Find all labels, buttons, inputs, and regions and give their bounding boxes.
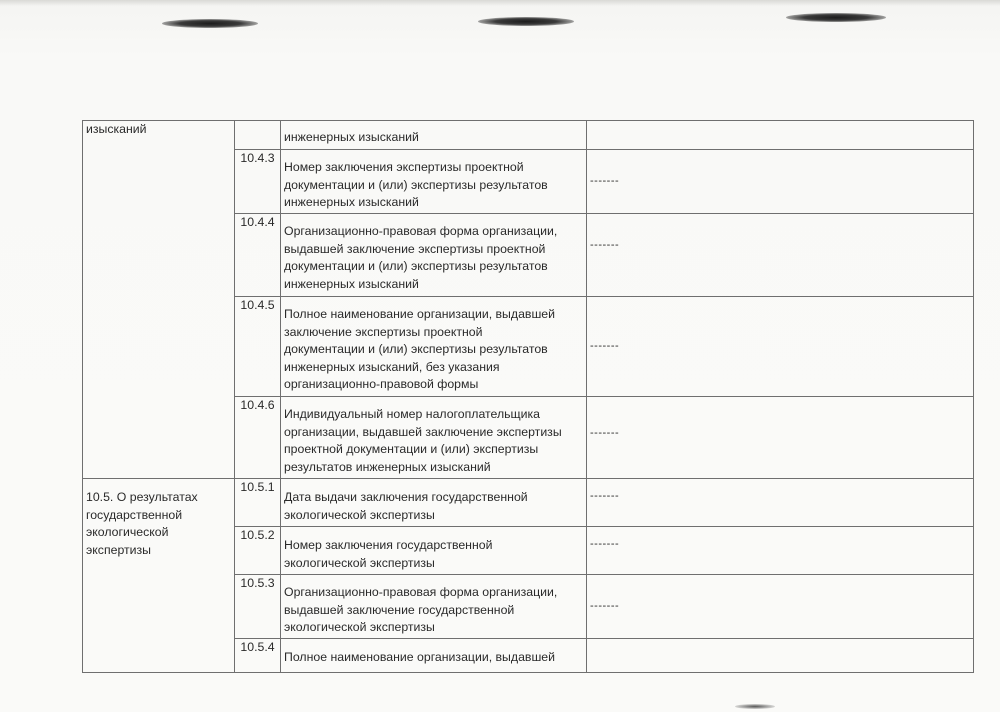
section-cell	[83, 121, 235, 479]
row-value	[587, 527, 974, 575]
section-title-line: 10.5. О результатах	[86, 490, 198, 504]
table-row	[83, 479, 974, 527]
section-title-continued: изысканий	[86, 122, 147, 136]
row-code: 10.4.4	[235, 214, 281, 297]
row-value	[587, 150, 974, 214]
row-value	[587, 297, 974, 397]
document-table	[82, 120, 974, 673]
description-line: выдавшей заключение экспертизы проектной	[284, 241, 546, 256]
row-value	[587, 121, 974, 150]
row-value	[587, 214, 974, 297]
description-line: инженерных изысканий	[284, 195, 419, 209]
value-text: -------	[590, 538, 620, 550]
row-description	[281, 575, 587, 639]
description-line: Дата выдачи заключения государственной	[284, 490, 528, 504]
row-code	[235, 121, 281, 150]
description-line: организации, выдавшей заключение экспертизы	[284, 424, 562, 439]
section-title-line: государственной	[86, 507, 183, 522]
row-description	[281, 397, 587, 479]
row-description	[281, 527, 587, 575]
description-line: заключение экспертизы проектной	[284, 324, 483, 339]
row-code: 10.5.1	[235, 479, 281, 527]
row-code: 10.4.3	[235, 150, 281, 214]
section-cell	[83, 479, 235, 673]
value-text: -------	[590, 599, 620, 612]
table-row	[83, 121, 974, 150]
description-line: выдавшей заключение государственной	[284, 602, 515, 617]
row-description	[281, 150, 587, 214]
description-line: Номер заключения государственной	[284, 538, 493, 552]
section-title-line: экспертизы	[86, 542, 151, 557]
description-line: Полное наименование организации, выдавшей	[284, 650, 556, 664]
description-line: экологической экспертизы	[284, 620, 435, 634]
description-line: Полное наименование организации, выдавшей	[284, 307, 556, 321]
row-value	[587, 397, 974, 479]
section-title-line: экологической	[86, 525, 169, 539]
row-description	[281, 214, 587, 297]
row-description	[281, 479, 587, 527]
row-description	[281, 639, 587, 673]
row-code: 10.5.4	[235, 639, 281, 673]
value-text: -------	[590, 239, 620, 251]
description-line: Номер заключения экспертизы проектной	[284, 160, 524, 174]
description-line: результатов инженерных изысканий	[284, 459, 491, 474]
value-text: -------	[590, 339, 620, 352]
description-line: инженерных изысканий, без указания	[284, 359, 500, 374]
description-line: документации и (или) экспертизы результатов	[284, 177, 548, 192]
value-text: -------	[590, 490, 620, 502]
description-line: документации и (или) экспертизы результатов	[284, 259, 548, 273]
row-code: 10.4.6	[235, 397, 281, 479]
description-line: экологической экспертизы	[284, 507, 435, 522]
row-value	[587, 575, 974, 639]
scan-bottom-mark	[735, 704, 775, 709]
row-value	[587, 479, 974, 527]
row-code: 10.4.5	[235, 297, 281, 397]
description-line: Индивидуальный номер налогоплательщика	[284, 407, 540, 421]
description-line: проектной документации и (или) экспертизы	[284, 442, 539, 456]
punch-hole-mark-left	[162, 19, 258, 28]
row-description	[281, 297, 587, 397]
punch-hole-mark-center	[478, 17, 574, 26]
description-line: документации и (или) экспертизы результатов	[284, 342, 548, 356]
description-line: организационно-правовой формы	[284, 377, 479, 391]
row-code: 10.5.3	[235, 575, 281, 639]
punch-hole-mark-right	[786, 13, 886, 22]
value-text: -------	[590, 174, 620, 187]
row-code: 10.5.2	[235, 527, 281, 575]
description-line: инженерных изысканий	[284, 276, 419, 291]
scan-top-edge	[0, 0, 1000, 6]
description-line: Организационно-правовая форма организации,	[284, 585, 558, 599]
description-line: инженерных изысканий	[284, 130, 419, 144]
row-value	[587, 639, 974, 673]
description-line: Организационно-правовая форма организации,	[284, 224, 558, 238]
description-line: экологической экспертизы	[284, 555, 435, 570]
row-description	[281, 121, 587, 150]
value-text: -------	[590, 427, 620, 439]
